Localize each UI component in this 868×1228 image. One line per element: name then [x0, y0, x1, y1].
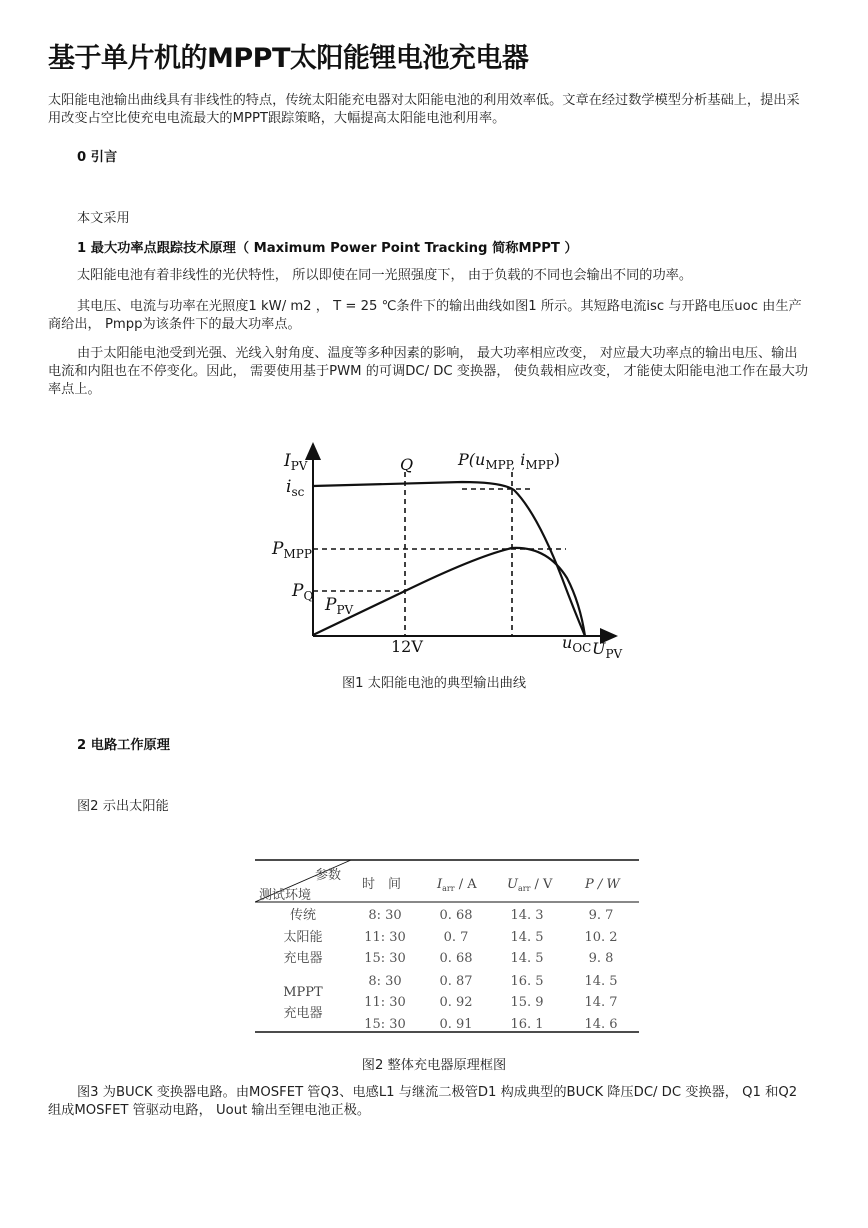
- section-2-paragraph-2: 图3 为BUCK 变换器电路。由MOSFET 管Q3、电感L1 与继流二极管D1 构成典型的BUCK 降压DC/ DC 变换器， Q1 和Q2 组成MOSFET 管驱动电路， Uout 输出至锂电池正极。: [48, 1085, 798, 1118]
- cell-r2-p: 10. 2: [584, 930, 618, 945]
- diag-header-bottom: 测试环境: [259, 888, 312, 903]
- cell-r4-i: 0. 87: [439, 974, 473, 989]
- cell-r4-u: 16. 5: [510, 974, 544, 989]
- group-1-line-1: 传统: [289, 908, 317, 923]
- page-title: 基于单片机的MPPT太阳能锂电池充电器: [48, 43, 529, 74]
- cell-r1-i: 0. 68: [439, 908, 473, 923]
- cell-r5-time: 11: 30: [364, 995, 406, 1010]
- cell-r3-u: 14. 5: [510, 951, 544, 966]
- col-header-power: P / W: [585, 877, 620, 892]
- cell-r2-u: 14. 5: [510, 930, 544, 945]
- group-1-line-3: 充电器: [283, 951, 323, 966]
- uoc-label: $u_{OC}$: [562, 633, 592, 655]
- section-2-heading: 2 电路工作原理: [77, 738, 170, 753]
- group-2-line-1: MPPT: [283, 985, 323, 1000]
- y-axis-label: $I_{PV}$: [284, 451, 308, 473]
- cell-r3-p: 9. 8: [588, 951, 614, 966]
- cell-r6-p: 14. 6: [584, 1017, 618, 1032]
- cell-r5-p: 14. 7: [584, 995, 618, 1010]
- cell-r2-i: 0. 7: [443, 930, 469, 945]
- ppv-label: $P_{PV}$: [325, 595, 354, 617]
- figure-2-caption: 图2 整体充电器原理框图: [361, 1058, 507, 1073]
- cell-r1-u: 14. 3: [510, 908, 544, 923]
- group-1-line-2: 太阳能: [283, 930, 323, 945]
- cell-r4-time: 8: 30: [368, 974, 402, 989]
- section-1-paragraph-2: 其电压、电流与功率在光照度1 kW/ m2 ， T = 25 ℃条件下的输出曲线如图1 所示。其短路电流isc 与开路电压uoc 由生产商给出， Pmpp为该条件下的最大功率点。: [48, 299, 802, 332]
- iv-curve: [313, 482, 585, 636]
- cell-r4-p: 14. 5: [584, 974, 618, 989]
- data-table: [255, 855, 641, 1037]
- pmpp-label: $P_{MPP}$: [272, 539, 312, 561]
- x-axis-label: $U_{PV}$: [592, 639, 623, 661]
- cell-r3-time: 15: 30: [364, 951, 406, 966]
- col-header-current: $I_{arr}$ / A: [437, 877, 477, 893]
- cell-r5-i: 0. 92: [439, 995, 473, 1010]
- section-1-heading: 1 最大功率点跟踪技术原理（ Maximum Power Point Tracking 简称MPPT ）: [77, 241, 578, 256]
- pq-label: $P_Q$: [292, 581, 314, 603]
- col-header-time: 时 间: [362, 877, 402, 892]
- figure-1-caption: 图1 太阳能电池的典型输出曲线: [341, 676, 527, 691]
- group-2-line-2: 充电器: [283, 1006, 323, 1021]
- cell-r5-u: 15. 9: [510, 995, 544, 1010]
- pv-curve: [313, 548, 585, 636]
- cell-r2-time: 11: 30: [364, 930, 406, 945]
- x-tick-12v: 12V: [391, 637, 423, 656]
- mpp-point-label: $P(u_{MPP,}$ $i_{MPP}$): [458, 450, 561, 472]
- section-0-heading: 0 引言: [77, 150, 118, 165]
- cell-r6-u: 16. 1: [510, 1017, 544, 1032]
- abstract: 太阳能电池输出曲线具有非线性的特点，传统太阳能充电器对太阳能电池的利用效率低。文章在经过数学模型分析基础上，提出采用改变占空比使充电电流最大的MPPT跟踪策略，大幅提高太阳能电池利用率。: [48, 93, 800, 126]
- figure-1-pv-curve: [262, 438, 632, 664]
- q-label: Q: [400, 455, 414, 474]
- cell-r3-i: 0. 68: [439, 951, 473, 966]
- section-2-text: 图2 示出太阳能: [77, 799, 169, 814]
- col-header-voltage: $U_{arr}$ / V: [507, 877, 553, 893]
- cell-r1-p: 9. 7: [588, 908, 614, 923]
- cell-r6-time: 15: 30: [364, 1017, 406, 1032]
- section-1-paragraph-3: 由于太阳能电池受到光强、光线入射角度、温度等多种因素的影响， 最大功率相应改变， 对应最大功率点的输出电压、输出电流和内阻也在不停变化。因此， 需要使用基于PWM 的可调DC/ DC 变换器， 使负载相应改变， 才能使太阳能电池工作在最大功率点上。: [48, 346, 809, 397]
- section-1-paragraph-1: 太阳能电池有着非线性的光伏特性， 所以即使在同一光照强度下， 由于负载的不同也会输出不同的功率。: [77, 268, 693, 283]
- section-0-text: 本文采用: [77, 211, 130, 226]
- cell-r1-time: 8: 30: [368, 908, 402, 923]
- isc-label: $i_{sc}$: [286, 477, 305, 499]
- diag-header-top: 参数: [315, 868, 342, 883]
- cell-r6-i: 0. 91: [439, 1017, 473, 1032]
